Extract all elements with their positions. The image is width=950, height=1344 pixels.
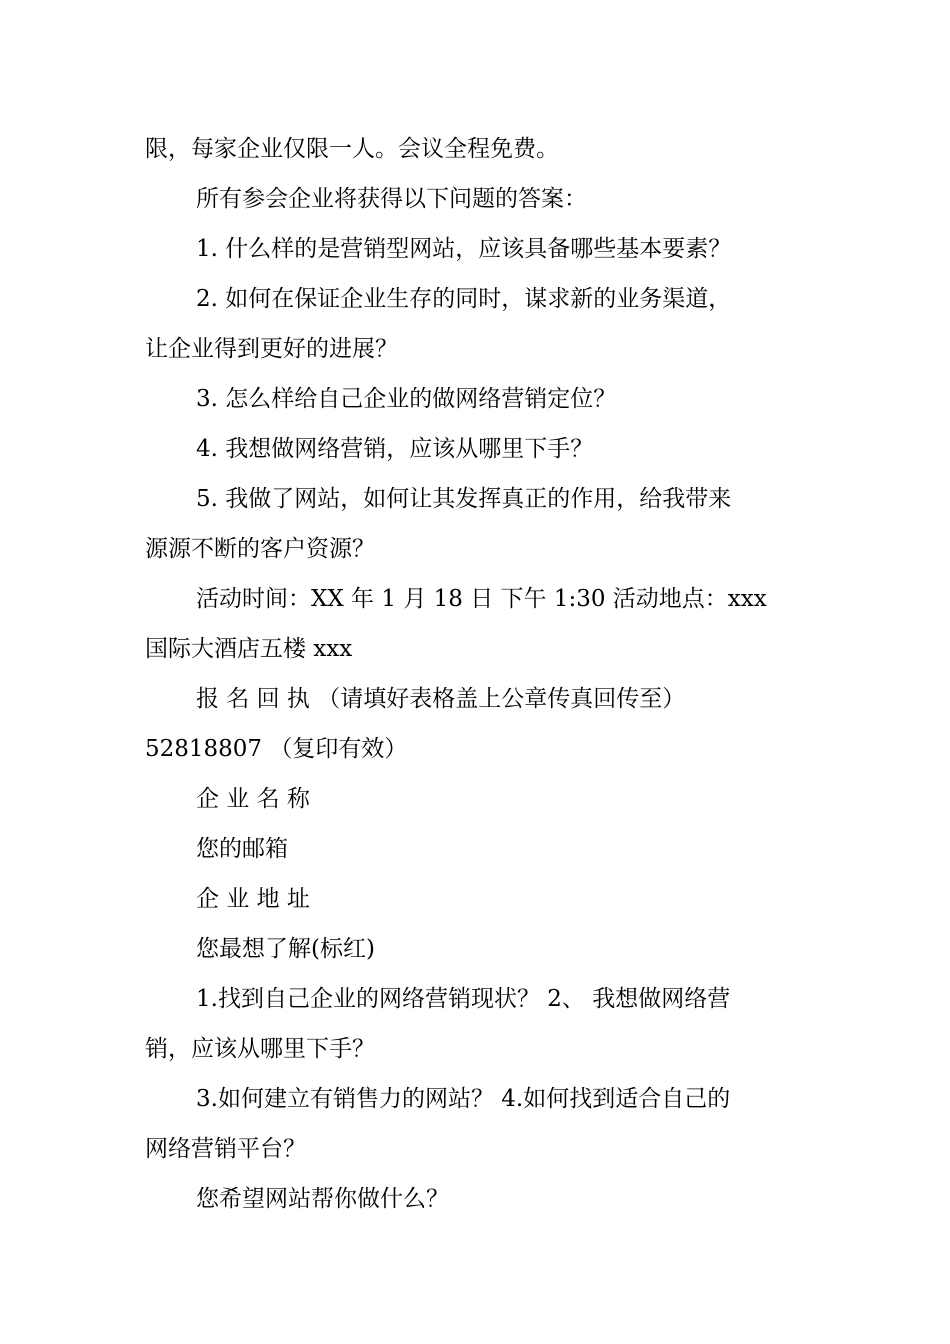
text-line: 网络营销平台？ [145, 1136, 306, 1162]
question-item: 4. 我想做网络营销，应该从哪里下手？ [196, 436, 594, 462]
form-label-company-name: 企 业 名 称 [196, 786, 310, 812]
event-info: 活动时间：XX 年 1 月 18 日 下午 1:30 活动地点：xxx [196, 586, 767, 612]
interest-option: 3.如何建立有销售力的网站？ 4.如何找到适合自己的 [196, 1086, 731, 1112]
fax-number: 52818807 （复印有效） [145, 736, 408, 762]
text-line: 销，应该从哪里下手？ [145, 1036, 375, 1062]
form-label-company-address: 企 业 地 址 [196, 886, 310, 912]
form-label-wish: 您希望网站帮你做什么？ [196, 1186, 449, 1212]
registration-heading: 报 名 回 执 （请填好表格盖上公章传真回传至） [196, 686, 686, 712]
event-info: 国际大酒店五楼 xxx [145, 636, 353, 662]
form-label-email: 您的邮箱 [196, 836, 288, 862]
question-item: 1. 什么样的是营销型网站，应该具备哪些基本要素？ [196, 236, 732, 262]
text-line: 源源不断的客户资源？ [145, 536, 375, 562]
text-line: 所有参会企业将获得以下问题的答案： [196, 186, 587, 212]
text-line: 让企业得到更好的进展？ [145, 336, 398, 362]
text-line: 限，每家企业仅限一人。会议全程免费。 [145, 136, 559, 162]
question-item: 2. 如何在保证企业生存的同时，谋求新的业务渠道， [196, 286, 732, 312]
form-label-interest: 您最想了解(标红) [196, 936, 375, 962]
interest-option: 1.找到自己企业的网络营销现状？ 2、 我想做网络营 [196, 986, 731, 1012]
question-item: 3. 怎么样给自己企业的做网络营销定位？ [196, 386, 617, 412]
question-item: 5. 我做了网站，如何让其发挥真正的作用，给我带来 [196, 486, 732, 512]
